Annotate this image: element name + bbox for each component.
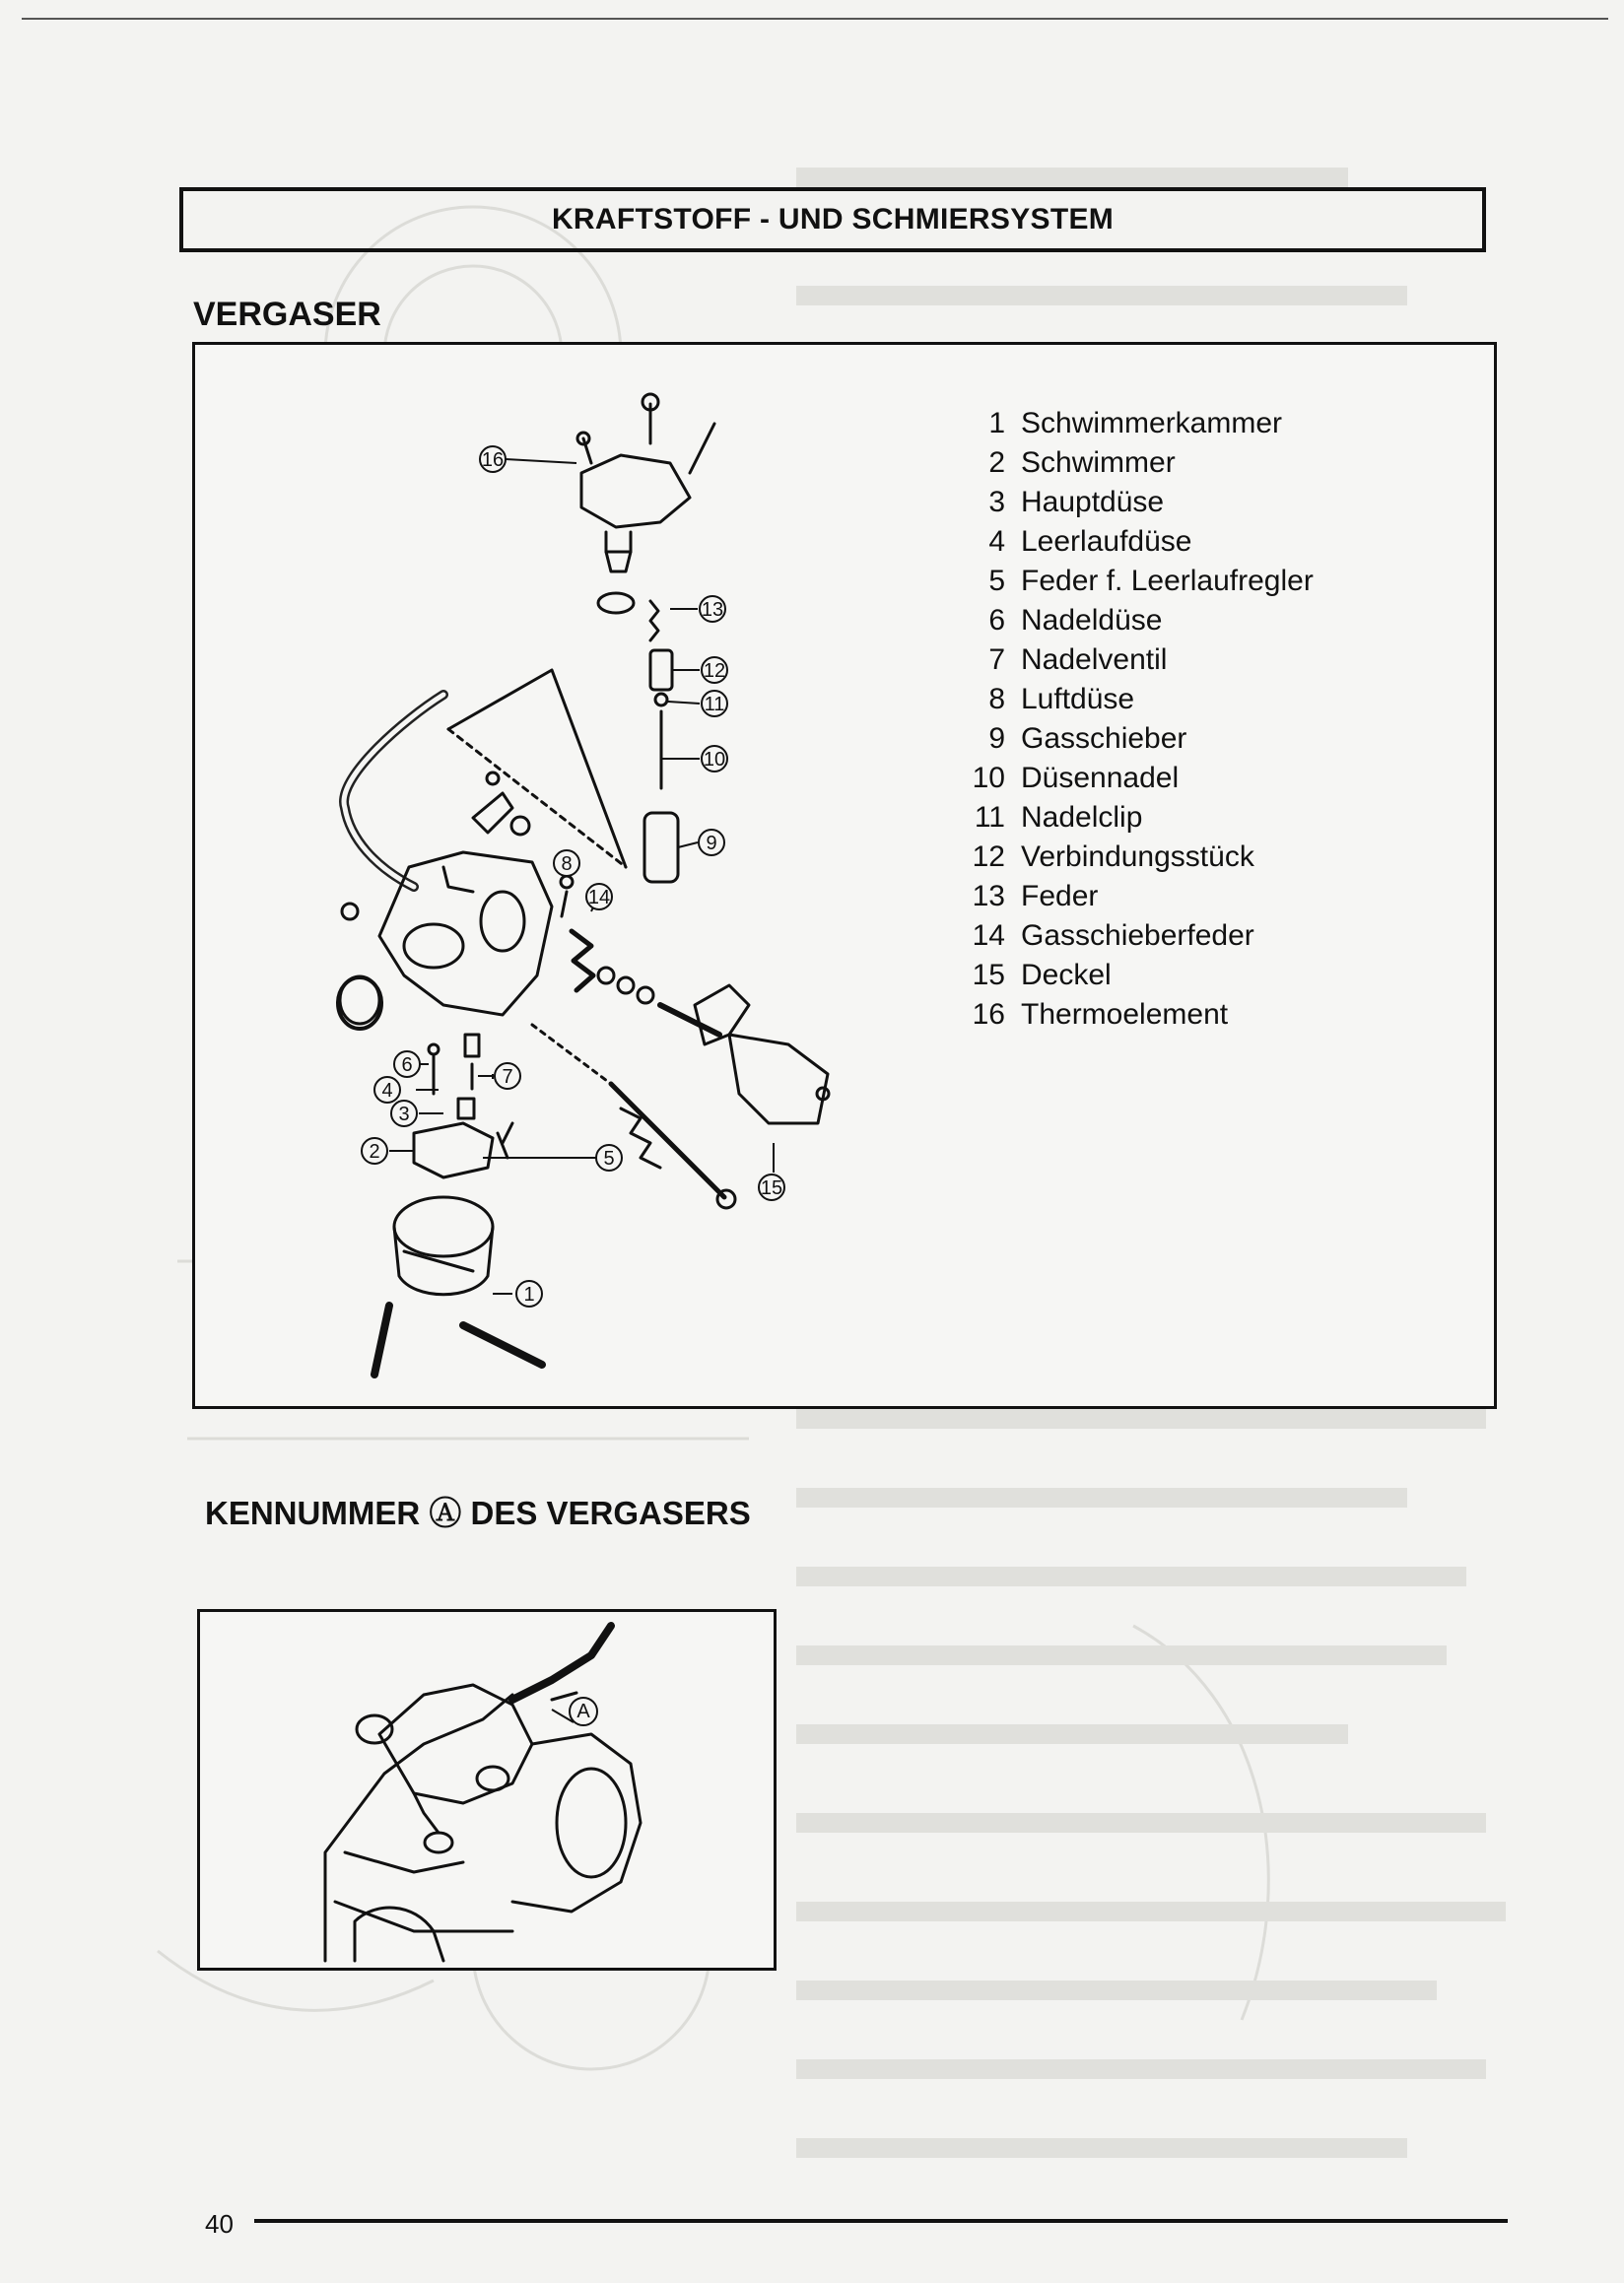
list-item: 14 Gasschieberfeder bbox=[972, 919, 1254, 952]
svg-text:1: 1 bbox=[523, 1284, 535, 1306]
svg-text:16: 16 bbox=[481, 449, 505, 471]
page-number: 40 bbox=[205, 2209, 234, 2239]
list-item: 1 Schwimmerkammer bbox=[988, 407, 1283, 439]
list-item: 10 Düsennadel bbox=[972, 762, 1180, 794]
list-item: 12 Verbindungsstück bbox=[972, 840, 1254, 873]
svg-text:10: 10 bbox=[703, 749, 726, 771]
section-title-kennummer: KENNUMMER Ⓐ DES VERGASERS bbox=[205, 1495, 751, 1531]
section-header: KRAFTSTOFF - UND SCHMIERSYSTEM bbox=[179, 187, 1486, 252]
list-item: 11 Nadelclip bbox=[974, 801, 1143, 834]
list-item: 7 Nadelventil bbox=[988, 643, 1168, 676]
svg-text:2: 2 bbox=[369, 1141, 380, 1163]
svg-text:9: 9 bbox=[706, 833, 717, 854]
svg-text:11: 11 bbox=[704, 694, 725, 715]
list-item: 5 Feder f. Leerlaufregler bbox=[988, 565, 1314, 597]
list-item: 3 Hauptdüse bbox=[988, 486, 1165, 518]
section-title-vergaser: VERGASER bbox=[193, 296, 381, 333]
list-item: 13 Feder bbox=[972, 880, 1099, 912]
list-item: 16 Thermoelement bbox=[972, 998, 1229, 1031]
list-item: 6 Nadeldüse bbox=[988, 604, 1163, 637]
svg-text:12: 12 bbox=[703, 660, 726, 682]
list-item: 15 Deckel bbox=[972, 959, 1112, 991]
svg-text:15: 15 bbox=[760, 1177, 783, 1199]
svg-text:8: 8 bbox=[561, 853, 573, 875]
marker-a-label: A bbox=[576, 1701, 590, 1722]
list-item: 2 Schwimmer bbox=[988, 446, 1176, 479]
svg-text:7: 7 bbox=[502, 1066, 513, 1088]
list-item: 8 Luftdüse bbox=[988, 683, 1135, 715]
svg-text:5: 5 bbox=[603, 1148, 615, 1170]
svg-text:13: 13 bbox=[701, 599, 724, 621]
carburetor-top bbox=[379, 1685, 532, 1803]
list-item: 9 Gasschieber bbox=[988, 722, 1187, 755]
svg-text:3: 3 bbox=[398, 1104, 410, 1125]
svg-text:6: 6 bbox=[401, 1054, 413, 1076]
bottom-rule bbox=[254, 2219, 1508, 2223]
list-item: 4 Leerlaufdüse bbox=[988, 525, 1192, 558]
svg-text:14: 14 bbox=[587, 887, 611, 908]
svg-text:4: 4 bbox=[381, 1080, 393, 1102]
